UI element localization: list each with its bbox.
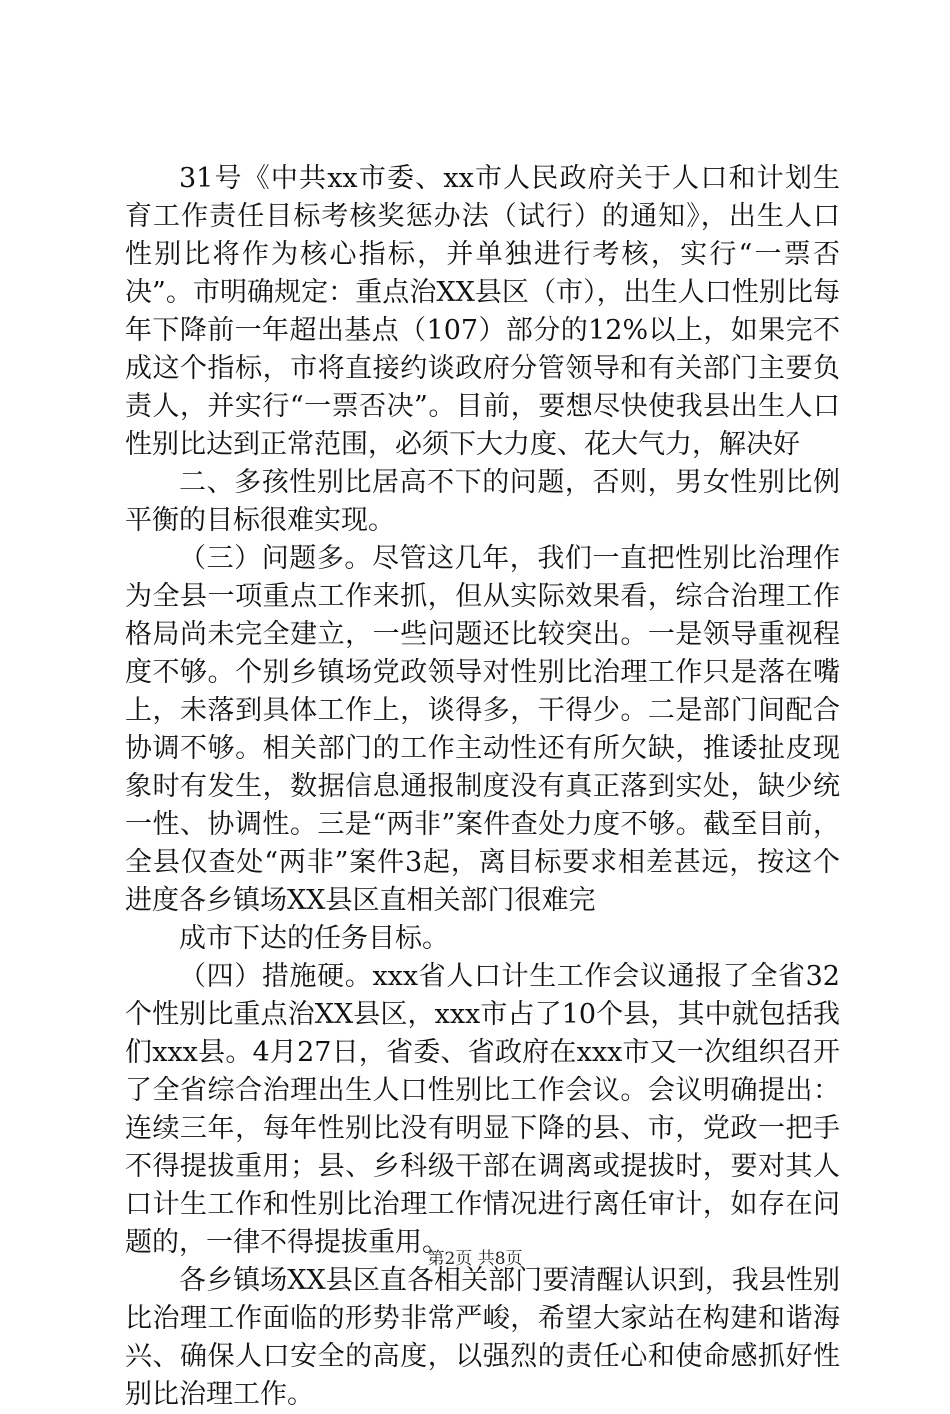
paragraph-1: 31号《中共xx市委、xx市人民政府关于人口和计划生育工作责任目标考核奖惩办法（试行）的通知》，出生人口性别比将作为核心指标，并单独进行考核，实行“一票否决”。市明确规定：重点治XX县区（市），出生人口性别比每年下降前一年超出基点（107）部分的12%以上，如果完不成这个指标，市将直接约谈政府分管领导和有关部门主要负责人，并实行“一票否决”。目前，要想尽快使我县出生人口性别比达到正常范围，必须下大力度、花大气力，解决好 — [125, 163, 840, 460]
paragraph-3: （三）问题多。尽管这几年，我们一直把性别比治理作为全县一项重点工作来抓，但从实际效果看，综合治理工作格局尚未完全建立，一些问题还比较突出。一是领导重视程度不够。个别乡镇场党政领导对性别比治理工作只是落在嘴上，未落到具体工作上，谈得多，干得少。二是部门间配合协调不够。相关部门的工作主动性还有所欠缺，推诿扯皮现象时有发生，数据信息通报制度没有真正落到实处，缺少统一性、协调性。三是“两非”案件查处力度不够。截至目前，全县仅查处“两非”案件3起，离目标要求相差甚远，按这个进度各乡镇场XX县区直相关部门很难完 — [125, 543, 840, 916]
paragraph-4: 成市下达的任务目标。 — [179, 923, 449, 954]
paragraph-5: （四）措施硬。xxx省人口计生工作会议通报了全省32个性别比重点治XX县区，xxx市占了10个县，其中就包括我们xxx县。4月27日，省委、省政府在xxx市又一次组织召开了全省综合治理出生人口性别比工作会议。会议明确提出：连续三年，每年性别比没有明显下降的县、市，党政一把手不得提拔重用；县、乡科级干部在调离或提拔时，要对其人口计生工作和性别比治理工作情况进行离任审计，如存在问题的，一律不得提拔重用。 — [125, 961, 840, 1258]
paragraph-6: 各乡镇场XX县区直各相关部门要清醒认识到，我县性别比治理工作面临的形势非常严峻，希望大家站在构建和谐海兴、确保人口安全的高度，以强烈的责任心和使命感抓好性别比治理工作。 — [125, 1265, 840, 1410]
page-footer: 第2页 共8页 — [427, 1249, 523, 1269]
paragraph-2: 二、多孩性别比居高不下的问题，否则，男女性别比例平衡的目标很难实现。 — [125, 467, 840, 536]
document-body — [125, 160, 840, 1414]
